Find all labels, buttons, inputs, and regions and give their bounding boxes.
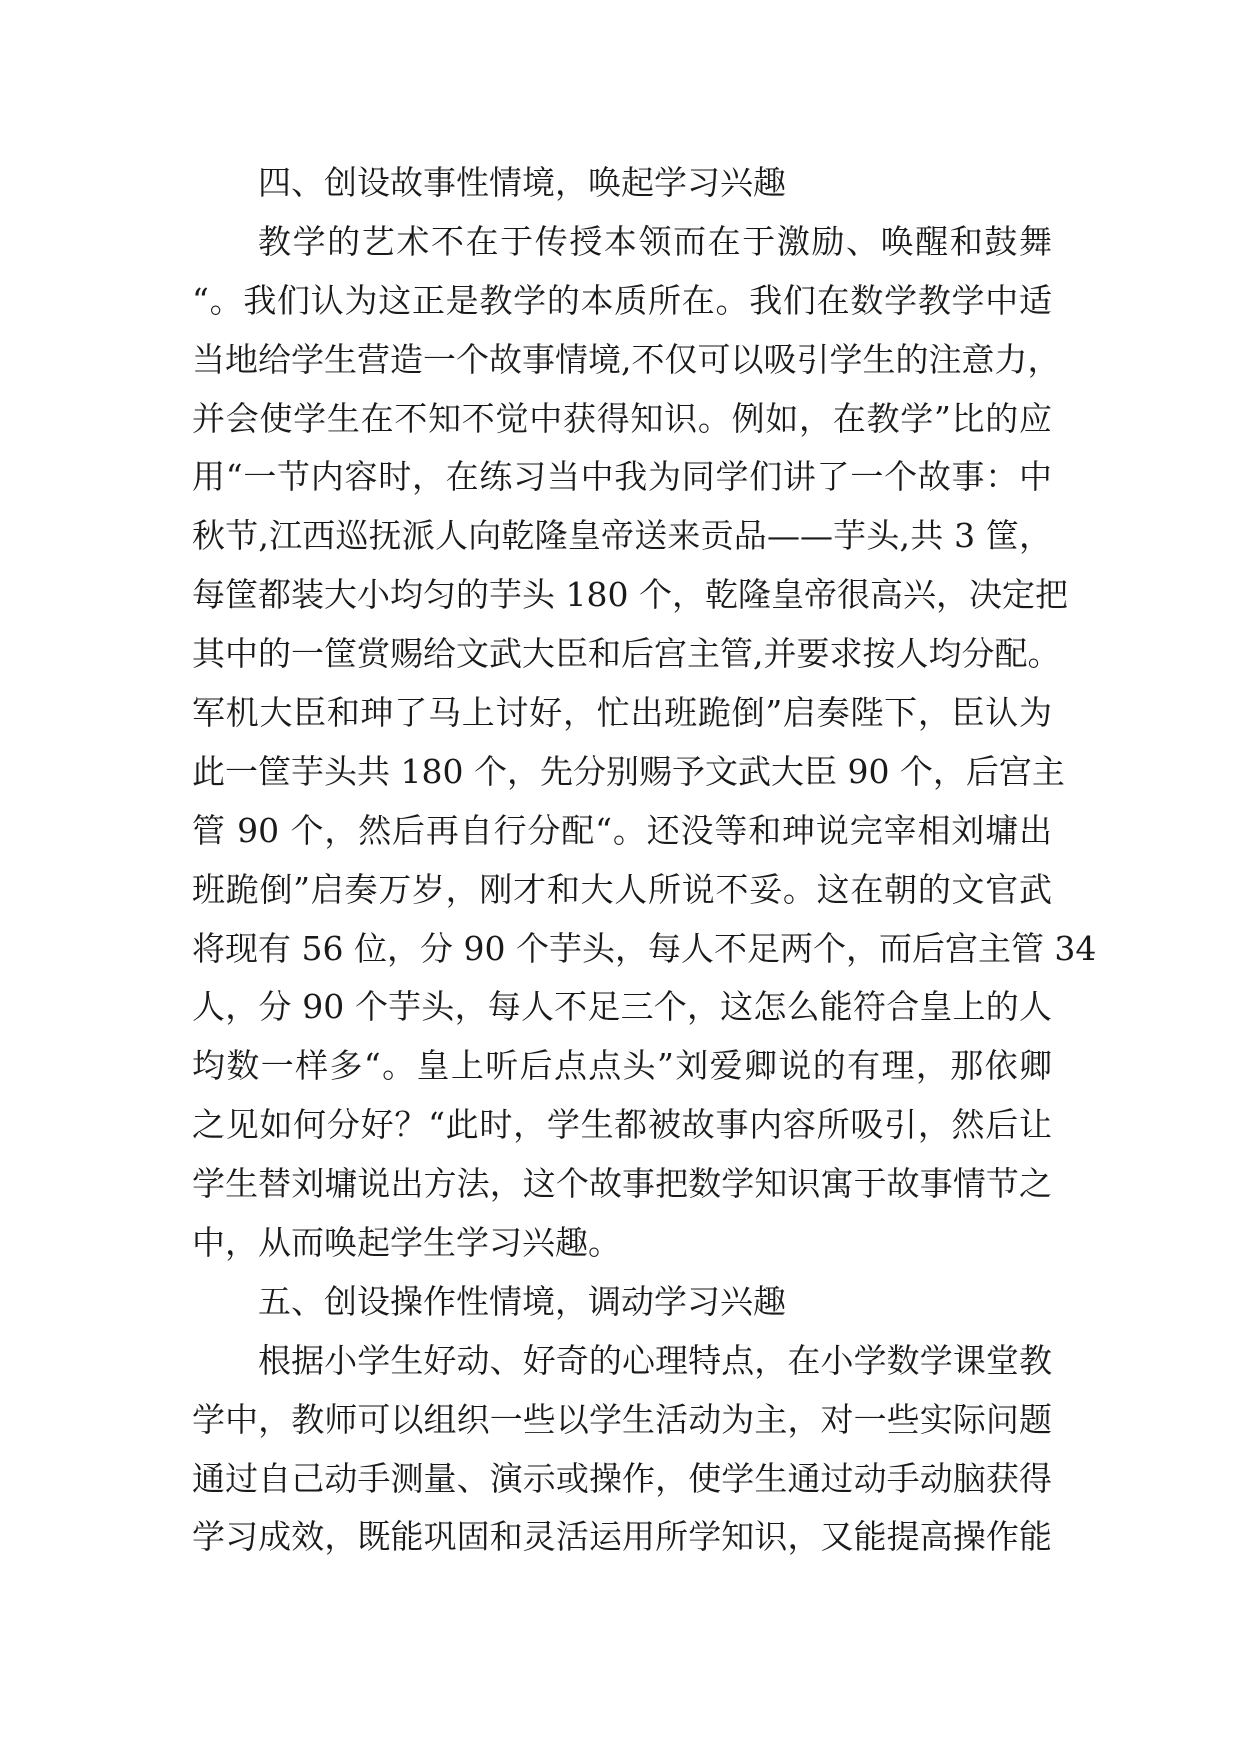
paragraph-line: 中，从而唤起学生学习兴趣。: [192, 1223, 621, 1263]
paragraph-line: 其中的一筐赏赐给文武大臣和后宫主管,并要求按人均分配。: [192, 634, 1061, 674]
paragraph-line: 学中，教师可以组织一些以学生活动为主，对一些实际问题: [192, 1399, 1052, 1439]
paragraph-line: 并会使学生在不知不觉中获得知识。例如，在教学”比的应: [192, 398, 1052, 438]
paragraph-line: 之见如何分好？“此时，学生都被故事内容所吸引，然后让: [192, 1105, 1052, 1145]
paragraph-line: 当地给学生营造一个故事情境,不仅可以吸引学生的注意力，: [192, 339, 1061, 379]
paragraph-line: 此一筐芋头共 180 个，先分别赐予文武大臣 90 个，后宫主: [192, 751, 1065, 791]
paragraph-line: 班跪倒”启奏万岁，刚才和大人所说不妥。这在朝的文官武: [192, 869, 1052, 909]
paragraph-line: “。我们认为这正是教学的本质所在。我们在数学教学中适: [192, 280, 1052, 320]
paragraph-line: 根据小学生好动、好奇的心理特点，在小学数学课堂教: [258, 1340, 1052, 1380]
section-heading-4: 四、创设故事性情境，唤起学习兴趣: [258, 163, 786, 202]
paragraph-line: 管 90 个，然后再自行分配“。还没等和珅说完宰相刘墉出: [192, 810, 1052, 850]
document-body: [192, 154, 1097, 1567]
paragraph-line: 将现有 56 位，分 90 个芋头，每人不足两个，而后宫主管 34: [192, 928, 1097, 968]
paragraph-line: 秋节,江西巡抚派人向乾隆皇帝送来贡品——芋头,共 3 筐，: [192, 516, 1052, 556]
paragraph-line: 人，分 90 个芋头，每人不足三个，这怎么能符合皇上的人: [192, 987, 1052, 1027]
paragraph-line: 学习成效，既能巩固和灵活运用所学知识，又能提高操作能: [192, 1517, 1052, 1557]
paragraph-line: 军机大臣和珅了马上讨好，忙出班跪倒”启奏陛下，臣认为: [192, 693, 1052, 733]
paragraph-line: 每筐都装大小均匀的芋头 180 个，乾隆皇帝很高兴，决定把: [192, 575, 1068, 615]
paragraph-line: 用“一节内容时，在练习当中我为同学们讲了一个故事：中: [192, 457, 1052, 497]
section-heading-5: 五、创设操作性情境，调动学习兴趣: [258, 1281, 786, 1321]
paragraph-line: 教学的艺术不在于传授本领而在于激励、唤醒和鼓舞: [258, 221, 1052, 261]
paragraph-line: 学生替刘墉说出方法，这个故事把数学知识寓于故事情节之: [192, 1164, 1052, 1204]
paragraph-line: 均数一样多“。皇上听后点点头”刘爱卿说的有理，那依卿: [192, 1046, 1052, 1086]
paragraph-line: 通过自己动手测量、演示或操作，使学生通过动手动脑获得: [192, 1458, 1052, 1498]
